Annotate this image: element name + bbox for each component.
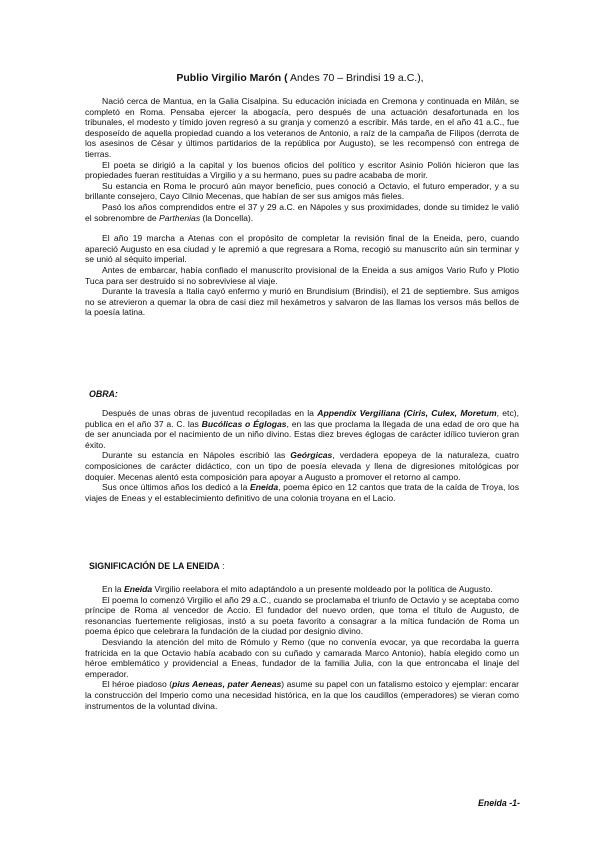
text: Durante su estancia en Nápoles escribió las: [102, 450, 291, 461]
emphasis: Appendix Vergiliana (Ciris, Culex, Moretum: [317, 408, 497, 418]
heading-colon: :: [219, 561, 225, 571]
paragraph: El poeta se dirigió a la capital y los buenos oficios del político y escritor Asinio Polión hicieron que las propiedades fueran restituidas a Virgilio y a su hermano, pues su padre acababa de morir.: [85, 159, 519, 181]
text: Pasó los años comprendidos entre el 37 y 29 a.C. en Nápoles y sus proximidades, donde su timidez le valió el sobrenombre de: [85, 201, 519, 223]
text: , en las que proclama la llegada de una edad de oro que ha de ser anunciada por el nacimiento de un niño divino. Estas diez breves églogas de carácter idílico tuvieron gran éxito.: [85, 418, 519, 450]
text: El héroe piadoso (: [102, 679, 173, 690]
title-paren: (: [284, 72, 288, 84]
page-title: [0, 72, 600, 85]
text: ) asume su papel con un fatalismo estoico y ejemplar: encarar la construcción del Imperio como una necesidad histórica, en la que los caudillos (emperadores) se vieran como instrumentos de la voluntad divina.: [85, 679, 519, 711]
emphasis: Eneida: [249, 482, 279, 493]
heading-text: SIGNIFICACIÓN DE LA ENEIDA: [89, 561, 220, 571]
paragraph: Desviando la atención del mito de Rómulo y Remo (que no convenía evocar, ya que recordaba la guerra fratricida en la que Octavio había acabado con su cuñado y camarada Marco Antonio), había elegido como un héroe emblemático y providencial a Eneas, fundador de la familia Julia, con la que entroncaba el linaje del emperador.: [85, 636, 519, 679]
significacion-section: [85, 584, 519, 711]
paragraph: Su estancia en Roma le procuró aún mayor beneficio, pues conoció a Octavio, el futuro emperador, y a su brillante consejero, Cayo Cilnio Mecenas, que habían de ser sus amigos más fieles.: [85, 180, 519, 202]
obra-heading: OBRA:: [89, 389, 118, 399]
text: Virgilio reelabora el mito adaptándolo a un presente moldeado por la política de Augusto.: [152, 584, 493, 594]
text: (la Doncella).: [200, 212, 254, 223]
author-name: Publio Virgilio Marón: [176, 72, 282, 84]
biography-section: [85, 96, 519, 318]
text: En la: [102, 584, 124, 594]
paragraph: El poema lo comenzó Virgilio el año 29 a.C., cuando se proclamaba el triunfo de Octavio y se aceptaba como príncipe de Roma al vencedor de Accio. El fundador del nuevo orden, que toma el título de Augusto, de resonancias fuertemente religiosas, instó a su poeta favorito a consagrar a la mítica fundación de Roma un poema épico que celebrara la fundación de la ciudad por designio divino.: [85, 594, 519, 637]
paragraph: [85, 679, 519, 711]
author-dates: Andes 70 – Brindisi 19 a.C.),: [287, 72, 424, 84]
paragraph: El año 19 marcha a Atenas con el propósito de completar la revisión final de la Eneida, pero, cuando apareció Augusto en esa ciudad y le apremió a que regresara a Roma, recogió su manuscrito aún sin terminar y se unió al séquito imperial.: [85, 233, 519, 265]
text: Después de unas obras de juventud recopiladas en la: [102, 408, 318, 418]
emphasis: Parthenias: [159, 212, 201, 223]
emphasis: Eneida: [123, 584, 153, 594]
paragraph: [85, 482, 519, 503]
paragraph: [85, 202, 519, 223]
paragraph: Nació cerca de Mantua, en la Galia Cisalpina. Su educación iniciada en Cremona y continuada en Milán, se completó en Roma. Pensaba ejercer la abogacía, pero después de una actuación desafortunada en los tribunales, el modesto y tímido joven regresó a su granja y comenzó a escribir. Más tarde, en el año 41 a.C., fue desposeído de aquella propiedad cuando a los veteranos de Antonio, a raíz de la campaña de Filipos (derrota de los asesinos de César y últimos partidarios de la república por Augusto), se les recompensó con entrega de tierras.: [85, 96, 519, 159]
obra-section: [85, 408, 519, 503]
emphasis: Geórgicas: [290, 450, 333, 461]
text: , etc), publica en el año 37 a. C. las: [85, 408, 519, 429]
paragraph: [85, 450, 519, 482]
emphasis: Bucólicas o Églogas: [201, 418, 287, 429]
page-footer: Eneida -1-: [477, 798, 520, 808]
paragraph: [85, 584, 519, 595]
paragraph: Durante la travesía a Italia cayó enfermo y murió en Brundisium (Brindisi), el 21 de septiembre. Sus amigos no se atrevieron a quemar la obra de casi diez mil hexámetros y salvaron de las llamas los versos más bellos de la poesía latina.: [85, 286, 519, 318]
text: , verdadera epopeya de la naturaleza, cuatro composiciones de carácter didáctico, con un tipo de poesía elevada y llena de digresiones mitológicas por doquier. Mecenas alentó esta composición para apoyar a Augusto a promover el retorno al campo.: [85, 450, 519, 482]
significacion-heading: [89, 561, 225, 572]
text: Sus once últimos años los dedicó a la: [102, 482, 250, 493]
paragraph: Antes de embarcar, había confiado el manuscrito provisional de la Eneida a sus amigos Vario Rufo y Plotio Tuca para ser destruido si no sobreviviese al viaje.: [85, 264, 519, 286]
text: , poema épico en 12 cantos que trata de la caída de Troya, los viajes de Eneas y el establecimiento definitivo de una colonia troyana en el Lacio.: [85, 482, 519, 503]
paragraph: [85, 408, 519, 450]
emphasis: pius Aeneas, pater Aeneas: [172, 679, 282, 690]
